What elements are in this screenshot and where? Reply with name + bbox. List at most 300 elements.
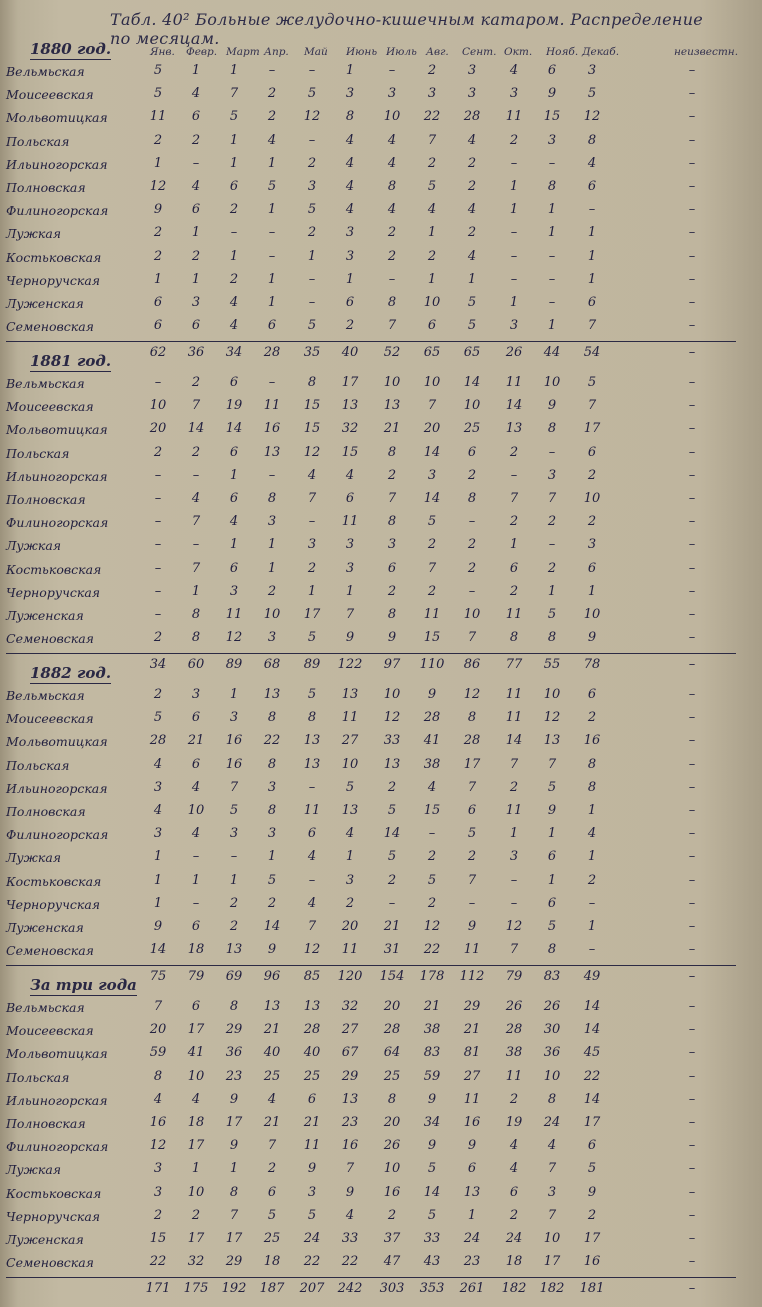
table-cell: 5 [267, 179, 277, 194]
table-cell: 4 [267, 132, 277, 148]
table-cell: 5 [547, 919, 557, 934]
table-cell: – [688, 1068, 696, 1084]
table-cell: 22 [583, 1068, 601, 1084]
table-cell: 2 [587, 514, 597, 530]
table-cell: – [230, 849, 238, 865]
table-cell: 7 [509, 491, 519, 506]
volost-name: Черноручская [6, 1208, 101, 1224]
table-cell: 27 [463, 1068, 481, 1084]
table-cell: 8 [387, 444, 397, 460]
table-cell: 1 [153, 849, 163, 865]
table-cell: – [688, 849, 696, 865]
table-cell: 5 [153, 86, 163, 102]
table-cell: 4 [191, 1091, 201, 1107]
table-row [0, 536, 762, 558]
table-cell: 7 [467, 872, 477, 888]
table-cell: 7 [547, 1207, 557, 1223]
total-cell: 181 [579, 1281, 605, 1297]
total-cell: 77 [505, 657, 523, 673]
table-cell: – [688, 491, 696, 506]
table-cell: 7 [267, 1138, 277, 1154]
total-cell: 89 [225, 657, 243, 673]
table-cell: 10 [341, 756, 359, 772]
table-cell: – [688, 467, 696, 483]
table-cell: 67 [341, 1045, 359, 1061]
table-cell: – [428, 826, 436, 842]
table-cell: – [688, 872, 696, 888]
table-cell: 4 [191, 779, 201, 795]
table-cell: 33 [383, 733, 401, 749]
table-cell: 7 [153, 999, 163, 1014]
volost-name: Полновская [6, 804, 86, 819]
table-cell: 17 [187, 1022, 205, 1038]
total-cell: 96 [263, 969, 281, 985]
table-cell: 32 [187, 1254, 205, 1270]
table-cell: 1 [267, 295, 277, 310]
table-cell: 3 [153, 1184, 163, 1200]
volost-name: Луженская [6, 296, 84, 311]
table-cell: 4 [191, 491, 201, 506]
table-cell: 5 [427, 872, 437, 888]
table-cell: 4 [191, 179, 201, 194]
table-cell: 4 [267, 1091, 277, 1107]
table-cell: – [548, 248, 556, 264]
table-cell: 9 [467, 1138, 477, 1154]
table-cell: – [688, 155, 696, 171]
table-cell: 2 [307, 560, 317, 576]
table-cell: 5 [547, 779, 557, 795]
table-cell: 12 [383, 710, 401, 726]
table-cell: – [548, 155, 556, 171]
table-cell: 14 [423, 444, 441, 460]
total-cell: 112 [459, 969, 485, 985]
table-cell: 11 [149, 109, 167, 125]
table-cell: 16 [149, 1115, 167, 1130]
table-cell: 25 [263, 1231, 281, 1246]
table-cell: 33 [341, 1231, 359, 1246]
section-year-title [30, 352, 230, 372]
month-header: Янв. [150, 46, 175, 58]
table-cell: – [192, 155, 200, 171]
table-cell: – [308, 779, 316, 795]
month-header: Сент. [462, 46, 497, 58]
table-cell: 7 [191, 560, 201, 576]
table-cell: 26 [505, 999, 523, 1014]
table-cell: – [688, 826, 696, 842]
table-cell: 4 [387, 132, 397, 148]
table-cell: 13 [341, 1091, 359, 1107]
table-row [0, 397, 762, 419]
table-cell: 16 [583, 733, 601, 749]
table-cell: 10 [463, 607, 481, 622]
table-cell: 29 [341, 1068, 359, 1084]
table-cell: 2 [267, 86, 277, 102]
table-row [0, 317, 762, 339]
table-cell: – [268, 225, 276, 241]
table-cell: 23 [225, 1068, 243, 1084]
table-cell: 6 [191, 109, 201, 125]
table-cell: 8 [267, 491, 277, 506]
total-cell: 75 [149, 969, 167, 985]
table-cell: 3 [153, 779, 163, 795]
volost-name: Мольвотицкая [6, 734, 108, 750]
total-divider [6, 653, 736, 654]
table-cell: 6 [345, 491, 355, 506]
table-cell: 2 [153, 444, 163, 460]
table-cell: 8 [509, 630, 519, 646]
table-cell: – [688, 1091, 696, 1107]
table-row [0, 271, 762, 293]
table-cell: 8 [587, 132, 597, 148]
table-cell: 4 [547, 1138, 557, 1154]
table-row [0, 444, 762, 466]
table-cell: – [308, 872, 316, 888]
table-cell: 8 [267, 756, 277, 772]
table-cell: 2 [467, 225, 477, 241]
table-cell: 21 [263, 1115, 281, 1130]
table-cell: 3 [467, 63, 477, 78]
table-cell: 2 [509, 514, 519, 530]
table-cell: – [688, 1184, 696, 1200]
total-cell: 52 [383, 345, 401, 361]
table-cell: 22 [423, 109, 441, 125]
table-cell: 8 [267, 803, 277, 818]
table-cell: 8 [229, 1184, 239, 1200]
table-cell: 45 [583, 1045, 601, 1061]
table-cell: 4 [307, 895, 317, 911]
table-cell: 4 [587, 155, 597, 171]
table-row [0, 825, 762, 847]
total-cell: 242 [337, 1281, 363, 1297]
table-cell: 9 [229, 1091, 239, 1107]
table-cell: 2 [427, 895, 437, 911]
total-cell: 44 [543, 345, 561, 361]
table-cell: 5 [547, 607, 557, 622]
table-cell: 17 [187, 1231, 205, 1246]
table-cell: 18 [263, 1254, 281, 1270]
table-cell: 28 [463, 733, 481, 749]
table-cell: – [688, 733, 696, 749]
volost-name: Вельмьская [6, 1000, 85, 1015]
table-cell: 1 [587, 225, 597, 241]
table-cell: 34 [423, 1115, 441, 1130]
table-cell: 6 [509, 560, 519, 576]
table-cell: 7 [427, 398, 437, 414]
table-cell: 13 [263, 444, 281, 460]
table-cell: 2 [467, 560, 477, 576]
table-cell: 2 [191, 132, 201, 148]
volost-name: Мольвотицкая [6, 422, 108, 438]
table-cell: 3 [509, 318, 519, 334]
table-cell: 1 [345, 583, 355, 599]
table-cell: 2 [587, 467, 597, 483]
table-cell: 3 [547, 132, 557, 148]
table-cell: 6 [587, 295, 597, 310]
table-cell: – [154, 583, 162, 599]
table-cell: 1 [267, 271, 277, 287]
table-cell: 14 [423, 491, 441, 506]
table-cell: – [688, 537, 696, 553]
table-cell: 22 [263, 733, 281, 749]
month-header: Нояб. [546, 46, 579, 58]
table-cell: – [388, 895, 396, 911]
table-cell: 1 [509, 202, 519, 218]
month-header: Авг. [426, 46, 449, 58]
table-cell: 2 [509, 132, 519, 148]
month-header-row [150, 46, 750, 62]
table-cell: – [154, 560, 162, 576]
table-cell: 21 [383, 919, 401, 934]
table-cell: 9 [587, 630, 597, 646]
table-cell: 6 [587, 444, 597, 460]
table-cell: 2 [387, 1207, 397, 1223]
total-cell: 34 [225, 345, 243, 361]
table-cell: 6 [229, 375, 239, 390]
table-cell: 1 [587, 919, 597, 934]
table-cell: 2 [427, 248, 437, 264]
volost-name: Польская [6, 1069, 70, 1085]
table-cell: 1 [267, 560, 277, 576]
table-cell: 9 [547, 398, 557, 414]
table-cell: – [688, 1207, 696, 1223]
table-cell: 18 [187, 942, 205, 958]
table-cell: 1 [191, 872, 201, 888]
total-cell: – [688, 657, 696, 673]
table-cell: 6 [547, 849, 557, 865]
table-cell: 1 [509, 295, 519, 310]
table-cell: 31 [383, 942, 401, 958]
total-cell: 171 [145, 1281, 171, 1297]
table-cell: – [688, 583, 696, 599]
table-cell: – [688, 1022, 696, 1038]
total-divider [6, 1277, 736, 1278]
table-cell: 18 [187, 1115, 205, 1130]
table-cell: 2 [191, 444, 201, 460]
table-cell: 16 [383, 1184, 401, 1200]
table-cell: 5 [427, 179, 437, 194]
table-cell: 19 [225, 398, 243, 414]
table-cell: 3 [547, 1184, 557, 1200]
table-cell: 4 [307, 467, 317, 483]
table-cell: – [688, 560, 696, 576]
table-cell: 13 [341, 687, 359, 702]
month-header: Июнь [346, 46, 378, 58]
table-cell: 16 [225, 733, 243, 749]
volost-name: Мольвотицкая [6, 1046, 108, 1062]
volost-name: Луженская [6, 920, 84, 935]
table-cell: 5 [387, 849, 397, 865]
table-cell: – [688, 756, 696, 772]
table-cell: 16 [583, 1254, 601, 1270]
total-cell: 261 [459, 1281, 485, 1297]
table-cell: 11 [505, 710, 523, 726]
month-header: Февр. [186, 46, 218, 58]
table-cell: 29 [463, 999, 481, 1014]
table-cell: – [154, 537, 162, 553]
table-cell: – [688, 248, 696, 264]
volost-name: Костьковская [6, 873, 102, 889]
table-cell: – [192, 849, 200, 865]
table-cell: 5 [307, 1207, 317, 1223]
table-cell: 20 [149, 421, 167, 437]
table-cell: 7 [467, 779, 477, 795]
table-cell: 1 [229, 872, 239, 888]
volost-name: Ильиногорская [6, 780, 108, 796]
table-cell: 4 [229, 514, 239, 530]
table-row [0, 848, 762, 870]
volost-name: Филиногорская [6, 515, 109, 531]
table-cell: – [548, 295, 556, 310]
volost-name: Черноручская [6, 896, 101, 912]
table-cell: 14 [505, 398, 523, 414]
table-cell: 10 [383, 687, 401, 702]
table-row [0, 1137, 762, 1159]
table-cell: 9 [467, 919, 477, 934]
table-cell: 6 [191, 756, 201, 772]
table-cell: 12 [149, 1138, 167, 1154]
table-cell: 3 [345, 872, 355, 888]
table-cell: 9 [427, 687, 437, 702]
table-cell: 36 [543, 1045, 561, 1061]
section-year-label: 1881 год. [30, 352, 112, 370]
table-cell: – [192, 895, 200, 911]
table-cell: 2 [229, 202, 239, 218]
table-cell: – [688, 1161, 696, 1177]
table-cell: 5 [467, 295, 477, 310]
table-cell: 7 [307, 919, 317, 934]
volost-name: Филиногорская [6, 203, 109, 219]
table-cell: 5 [587, 375, 597, 390]
table-cell: 9 [153, 919, 163, 934]
table-cell: – [268, 248, 276, 264]
table-cell: 29 [225, 1254, 243, 1270]
table-cell: 2 [509, 1091, 519, 1107]
table-cell: 11 [463, 942, 481, 958]
total-cell: 178 [419, 969, 445, 985]
table-cell: 1 [587, 583, 597, 599]
table-cell: 4 [229, 295, 239, 310]
table-cell: 1 [229, 248, 239, 264]
table-cell: 3 [509, 849, 519, 865]
volost-name: Вельмьская [6, 376, 85, 391]
table-cell: 2 [267, 895, 277, 911]
table-cell: 1 [509, 826, 519, 842]
table-cell: – [388, 271, 396, 287]
table-cell: 10 [187, 1068, 205, 1084]
table-row [0, 629, 762, 651]
table-cell: 16 [341, 1138, 359, 1154]
table-cell: 2 [191, 248, 201, 264]
table-cell: – [688, 63, 696, 78]
table-cell: 6 [467, 444, 477, 460]
table-cell: 1 [229, 537, 239, 553]
table-cell: 5 [427, 1161, 437, 1177]
table-cell: 8 [387, 179, 397, 194]
month-header: Апр. [264, 46, 289, 58]
table-cell: 3 [427, 467, 437, 483]
table-cell: 9 [345, 1184, 355, 1200]
volost-name: Костьковская [6, 1185, 102, 1201]
table-cell: 11 [505, 375, 523, 390]
table-cell: 6 [229, 491, 239, 506]
table-cell: 6 [509, 1184, 519, 1200]
table-cell: 14 [383, 826, 401, 842]
table-cell: 3 [387, 86, 397, 102]
table-cell: 5 [307, 318, 317, 334]
table-cell: 5 [153, 710, 163, 726]
volost-name: Моисеевская [6, 1023, 94, 1039]
table-cell: 6 [267, 318, 277, 334]
table-cell: 1 [547, 872, 557, 888]
table-cell: – [688, 132, 696, 148]
table-cell: 2 [509, 779, 519, 795]
table-cell: – [468, 895, 476, 911]
table-cell: – [688, 375, 696, 390]
table-cell: 6 [467, 1161, 477, 1177]
table-cell: 2 [387, 248, 397, 264]
table-cell: 12 [423, 919, 441, 934]
table-cell: 7 [387, 491, 397, 506]
table-cell: 7 [229, 1207, 239, 1223]
table-cell: 4 [153, 1091, 163, 1107]
table-cell: 12 [583, 109, 601, 125]
table-cell: 4 [427, 779, 437, 795]
table-cell: 10 [543, 687, 561, 702]
table-cell: 36 [225, 1045, 243, 1061]
table-cell: 4 [153, 756, 163, 772]
table-cell: – [688, 202, 696, 218]
table-cell: 1 [509, 537, 519, 553]
table-cell: 28 [505, 1022, 523, 1038]
total-cell: 83 [543, 969, 561, 985]
table-cell: 1 [427, 225, 437, 241]
table-cell: 3 [587, 63, 597, 78]
table-cell: 17 [583, 421, 601, 437]
table-row [0, 224, 762, 246]
table-cell: 10 [583, 607, 601, 622]
table-cell: 3 [191, 687, 201, 702]
table-row [0, 756, 762, 778]
table-cell: 14 [583, 1091, 601, 1107]
table-cell: 4 [467, 248, 477, 264]
table-cell: 5 [427, 514, 437, 530]
table-cell: 1 [587, 803, 597, 818]
table-cell: 10 [383, 1161, 401, 1177]
volost-name: Польская [6, 133, 70, 149]
table-cell: – [688, 687, 696, 702]
month-header: Май [304, 46, 328, 58]
table-cell: 10 [383, 109, 401, 125]
table-cell: 3 [345, 248, 355, 264]
table-cell: 14 [463, 375, 481, 390]
table-cell: 25 [263, 1068, 281, 1084]
table-cell: 8 [587, 779, 597, 795]
table-cell: 11 [463, 1091, 481, 1107]
volost-name: Ильиногорская [6, 468, 108, 484]
table-cell: – [308, 514, 316, 530]
total-cell: 49 [583, 969, 601, 985]
table-cell: 7 [587, 398, 597, 414]
table-cell: 10 [187, 803, 205, 818]
table-cell: 8 [229, 999, 239, 1014]
table-cell: 11 [263, 398, 281, 414]
table-cell: 59 [423, 1068, 441, 1084]
table-cell: 14 [187, 421, 205, 437]
table-cell: – [588, 895, 596, 911]
table-cell: 4 [345, 155, 355, 171]
table-cell: – [192, 467, 200, 483]
table-cell: 1 [229, 155, 239, 171]
